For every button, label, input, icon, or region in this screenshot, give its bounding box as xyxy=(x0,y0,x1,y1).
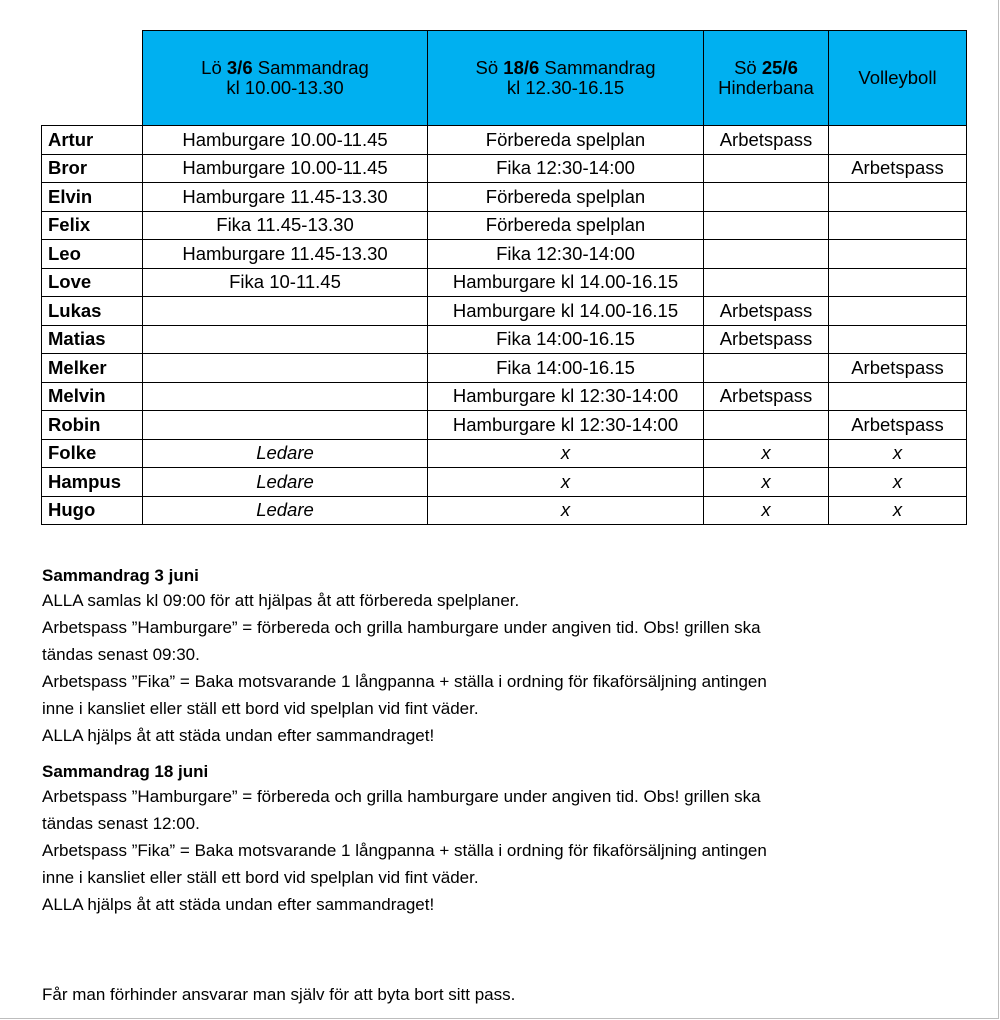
notes-section-3-june xyxy=(42,565,942,749)
player-name: Hugo xyxy=(42,496,143,525)
schedule-cell: Fika 12:30-14:00 xyxy=(428,240,704,269)
schedule-cell: Ledare xyxy=(143,496,428,525)
table-row xyxy=(42,411,967,440)
table-row xyxy=(42,211,967,240)
schedule-cell: Förbereda spelplan xyxy=(428,126,704,155)
schedule-cell: Hamburgare kl 14.00-16.15 xyxy=(428,297,704,326)
schedule-cell: Fika 14:00-16.15 xyxy=(428,325,704,354)
table-row xyxy=(42,468,967,497)
schedule-cell: Förbereda spelplan xyxy=(428,183,704,212)
note-line: Arbetspass ”Fika” = Baka motsvarande 1 långpanna + ställa i ordning för fikaförsäljning antingen xyxy=(42,672,767,691)
schedule-body xyxy=(42,126,967,525)
schedule-cell: Hamburgare kl 12:30-14:00 xyxy=(428,411,704,440)
schedule-cell: Arbetspass xyxy=(704,126,829,155)
schedule-cell xyxy=(704,354,829,383)
table-row xyxy=(42,183,967,212)
note-line: ALLA samlas kl 09:00 för att hjälpas åt att förbereda spelplaner. xyxy=(42,591,520,610)
table-row xyxy=(42,325,967,354)
schedule-cell xyxy=(704,268,829,297)
player-name: Lukas xyxy=(42,297,143,326)
column-header: Sö 18/6 Sammandrag kl 12.30-16.15 xyxy=(428,31,704,126)
player-name: Elvin xyxy=(42,183,143,212)
schedule-cell xyxy=(704,411,829,440)
table-row xyxy=(42,126,967,155)
schedule-cell: Ledare xyxy=(143,468,428,497)
section-heading: Sammandrag 18 juni xyxy=(42,762,209,781)
schedule-cell xyxy=(143,297,428,326)
table-row xyxy=(42,496,967,525)
schedule-cell xyxy=(829,211,967,240)
header-row xyxy=(42,31,967,126)
table-row xyxy=(42,240,967,269)
player-name: Felix xyxy=(42,211,143,240)
schedule-cell xyxy=(143,354,428,383)
schedule-cell: Arbetspass xyxy=(704,382,829,411)
schedule-cell: Hamburgare 11.45-13.30 xyxy=(143,240,428,269)
schedule-cell: x xyxy=(704,496,829,525)
note-line: inne i kansliet eller ställ ett bord vid spelplan vid fint väder. xyxy=(42,699,479,718)
player-name: Leo xyxy=(42,240,143,269)
schedule-cell: Hamburgare kl 12:30-14:00 xyxy=(428,382,704,411)
table-row xyxy=(42,297,967,326)
schedule-cell: Fika 11.45-13.30 xyxy=(143,211,428,240)
note-line: ALLA hjälps åt att städa undan efter sammandraget! xyxy=(42,726,435,745)
schedule-cell xyxy=(829,126,967,155)
table-row xyxy=(42,382,967,411)
schedule-cell xyxy=(829,382,967,411)
schedule-cell: x xyxy=(704,439,829,468)
schedule-cell: x xyxy=(829,468,967,497)
schedule-cell: x xyxy=(704,468,829,497)
player-name: Melvin xyxy=(42,382,143,411)
schedule-cell xyxy=(143,325,428,354)
schedule-cell: Förbereda spelplan xyxy=(428,211,704,240)
schedule-cell xyxy=(143,411,428,440)
column-header: Sö 25/6 Hinderbana xyxy=(704,31,829,126)
schedule-cell: Fika 12:30-14:00 xyxy=(428,154,704,183)
schedule-cell: Hamburgare 11.45-13.30 xyxy=(143,183,428,212)
player-name: Matias xyxy=(42,325,143,354)
schedule-cell xyxy=(829,325,967,354)
player-name: Love xyxy=(42,268,143,297)
schedule-cell: x xyxy=(829,439,967,468)
player-name: Artur xyxy=(42,126,143,155)
schedule-cell xyxy=(829,240,967,269)
player-name: Melker xyxy=(42,354,143,383)
note-line: Arbetspass ”Hamburgare” = förbereda och grilla hamburgare under angiven tid. Obs! grillen ska xyxy=(42,618,761,637)
schedule-cell: x xyxy=(428,496,704,525)
schedule-cell: Hamburgare 10.00-11.45 xyxy=(143,126,428,155)
schedule-cell: Arbetspass xyxy=(829,154,967,183)
footer-note: Får man förhinder ansvarar man själv för att byta bort sitt pass. xyxy=(42,985,516,1004)
schedule-cell xyxy=(829,183,967,212)
player-name: Robin xyxy=(42,411,143,440)
schedule-cell: Hamburgare kl 14.00-16.15 xyxy=(428,268,704,297)
schedule-cell: Ledare xyxy=(143,439,428,468)
schedule-cell xyxy=(704,240,829,269)
schedule-cell xyxy=(143,382,428,411)
note-line: inne i kansliet eller ställ ett bord vid spelplan vid fint väder. xyxy=(42,868,479,887)
note-line: Arbetspass ”Hamburgare” = förbereda och grilla hamburgare under angiven tid. Obs! grillen ska xyxy=(42,787,761,806)
notes xyxy=(42,565,942,918)
notes-section-18-june xyxy=(42,761,942,918)
schedule-cell: Arbetspass xyxy=(704,297,829,326)
column-header: Lö 3/6 Sammandrag kl 10.00-13.30 xyxy=(143,31,428,126)
player-name: Bror xyxy=(42,154,143,183)
schedule-table xyxy=(41,30,967,525)
player-name: Hampus xyxy=(42,468,143,497)
player-name: Folke xyxy=(42,439,143,468)
corner-cell xyxy=(42,31,143,126)
schedule-cell xyxy=(704,211,829,240)
schedule-cell: Arbetspass xyxy=(829,354,967,383)
schedule-cell: Hamburgare 10.00-11.45 xyxy=(143,154,428,183)
table-row xyxy=(42,154,967,183)
schedule-cell: Arbetspass xyxy=(829,411,967,440)
schedule-cell: Fika 14:00-16.15 xyxy=(428,354,704,383)
schedule-cell xyxy=(829,297,967,326)
schedule-cell: x xyxy=(428,439,704,468)
note-line: tändas senast 09:30. xyxy=(42,645,200,664)
table-row xyxy=(42,439,967,468)
column-header: Volleyboll xyxy=(829,31,967,126)
schedule-cell: Fika 10-11.45 xyxy=(143,268,428,297)
note-line: tändas senast 12:00. xyxy=(42,814,200,833)
note-line: Arbetspass ”Fika” = Baka motsvarande 1 långpanna + ställa i ordning för fikaförsäljning antingen xyxy=(42,841,767,860)
table-row xyxy=(42,268,967,297)
section-heading: Sammandrag 3 juni xyxy=(42,566,199,585)
schedule-cell xyxy=(704,183,829,212)
schedule-cell xyxy=(829,268,967,297)
note-line: ALLA hjälps åt att städa undan efter sammandraget! xyxy=(42,895,435,914)
table-row xyxy=(42,354,967,383)
schedule-cell: x xyxy=(428,468,704,497)
schedule-cell: x xyxy=(829,496,967,525)
schedule-cell xyxy=(704,154,829,183)
schedule-cell: Arbetspass xyxy=(704,325,829,354)
